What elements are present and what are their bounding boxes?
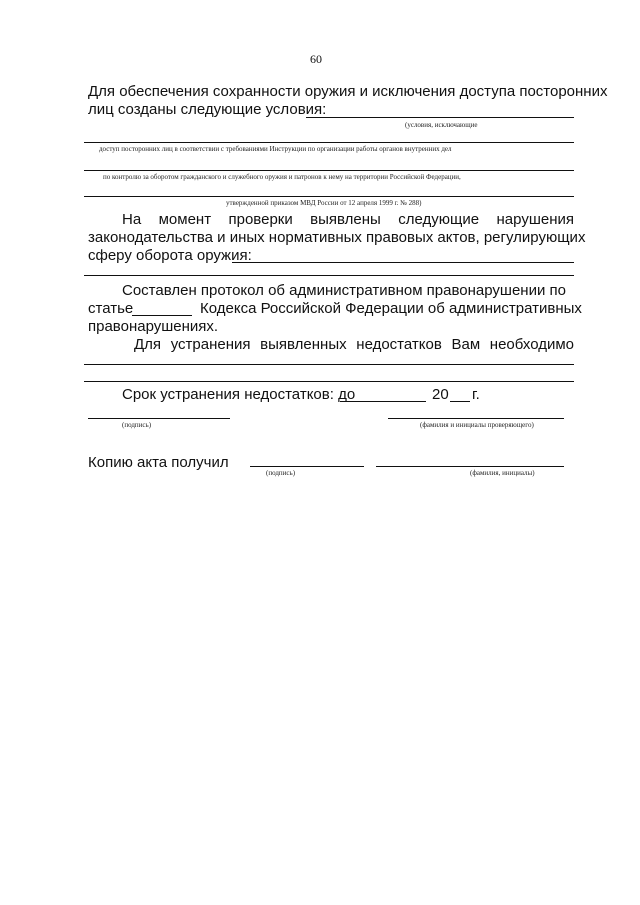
inspector-name-line	[388, 418, 564, 419]
remedy-word: недостатков	[356, 336, 442, 353]
conditions-blank-1	[306, 117, 574, 118]
remedy-blank-2	[84, 381, 574, 382]
violations-line-2: законодательства и иных нормативных правовых актов, регулирующих	[88, 229, 586, 246]
protocol-line-3: правонарушениях.	[88, 318, 219, 335]
violations-word: На	[122, 211, 142, 228]
remedy-word: Вам	[451, 336, 481, 353]
protocol-line-1: Составлен протокол об административном правонарушении по	[122, 282, 566, 299]
remedy-blank-1	[84, 364, 574, 365]
conditions-blank-2	[84, 142, 574, 143]
copy-receipt-label: Копию акта получил	[88, 454, 229, 471]
protocol-line-2-start: статье	[88, 300, 134, 317]
deadline-year-suffix: г.	[472, 386, 480, 403]
conditions-caption-4: утвержденной приказом МВД России от 12 апреля 1999 г. № 288)	[226, 199, 422, 207]
remedy-word: выявленных	[260, 336, 347, 353]
conditions-caption-1: (условия, исключающие	[405, 121, 478, 129]
copy-receipt-name-line	[376, 466, 564, 467]
article-number-blank	[132, 315, 192, 316]
inspector-signature-line	[88, 418, 230, 419]
deadline-date-blank	[340, 401, 426, 402]
copy-receipt-signature-line	[250, 466, 364, 467]
conditions-line-1: Для обеспечения сохранности оружия и исключения доступа посторонних	[88, 83, 608, 100]
conditions-blank-3	[84, 170, 574, 171]
deadline-year-blank	[450, 401, 470, 402]
violations-line-3: сферу оборота оружия:	[88, 247, 252, 264]
violations-word: нарушения	[496, 211, 574, 228]
copy-receipt-name-caption: (фамилия, инициалы)	[470, 469, 535, 477]
inspector-name-caption: (фамилия и инициалы проверяющего)	[420, 421, 534, 429]
protocol-line-2-end: Кодекса Российской Федерации об административных	[200, 300, 582, 317]
copy-receipt-signature-caption: (подпись)	[266, 469, 296, 477]
deadline-year-prefix: 20	[432, 386, 449, 403]
violations-blank-2	[84, 275, 574, 276]
remedy-word: Для	[134, 336, 162, 353]
violations-word: проверки	[228, 211, 293, 228]
violations-blank-1	[232, 262, 574, 263]
remedy-line-1	[134, 336, 574, 354]
remedy-word: устранения	[170, 336, 251, 353]
page-number: 60	[310, 52, 322, 66]
conditions-caption-3: по контролю за оборотом гражданского и служебного оружия и патронов к нему на территории Российской Федерации,	[103, 173, 461, 181]
inspector-signature-caption: (подпись)	[122, 421, 152, 429]
remedy-word: необходимо	[489, 336, 574, 353]
violations-word: следующие	[398, 211, 480, 228]
violations-word: выявлены	[310, 211, 381, 228]
violations-word: момент	[158, 211, 212, 228]
deadline-label: Срок устранения недостатков: до	[122, 386, 356, 403]
conditions-blank-4	[84, 196, 574, 197]
conditions-line-2: лиц созданы следующие условия:	[88, 101, 327, 118]
conditions-caption-2: доступ посторонних лиц в соответствии с требованиями Инструкции по организации работы органов внутренних дел	[99, 145, 452, 153]
violations-line-1	[122, 211, 574, 229]
